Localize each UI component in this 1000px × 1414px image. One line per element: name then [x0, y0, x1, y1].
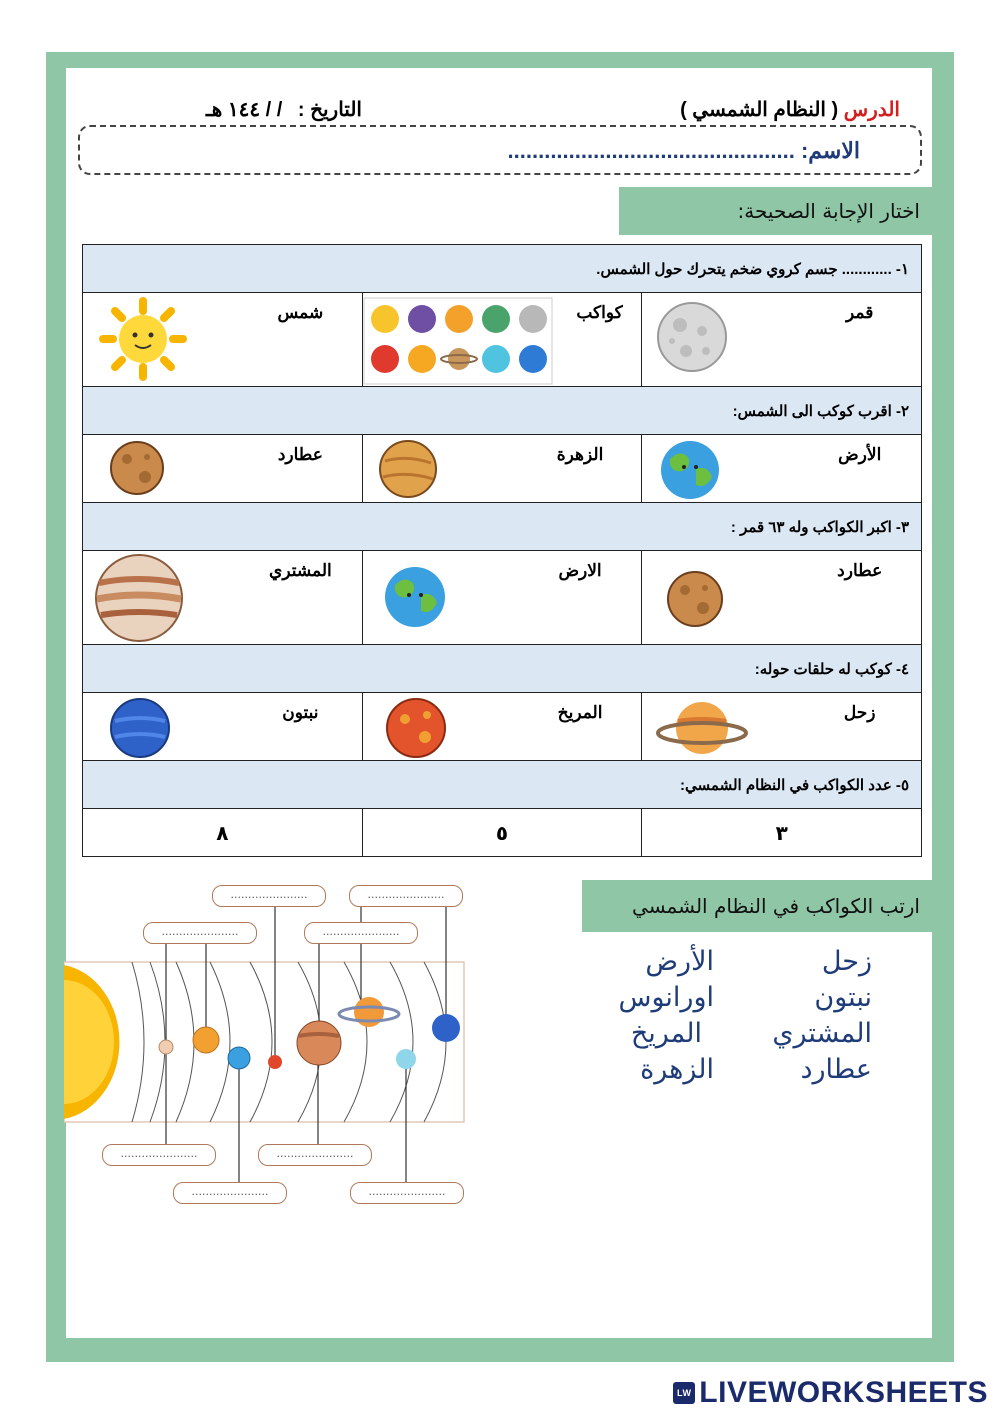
- date-label: التاريخ :: [297, 99, 362, 121]
- option-3-3[interactable]: [83, 551, 363, 645]
- question-3: ٣- اكبر الكواكب وله ٦٣ قمر :: [83, 503, 922, 551]
- planet-label-blank[interactable]: ......................: [258, 1144, 372, 1166]
- planet-label-blank[interactable]: ......................: [102, 1144, 216, 1166]
- option-4-1[interactable]: [642, 693, 922, 761]
- option-5-3[interactable]: ٨: [83, 809, 363, 857]
- option-2-2[interactable]: [362, 435, 642, 503]
- option-label: عطارد: [837, 561, 883, 580]
- planet-label-blank[interactable]: ......................: [143, 922, 257, 944]
- option-1-1[interactable]: [642, 293, 922, 387]
- option-label: نبتون: [282, 703, 319, 722]
- planets-grid-icon: [363, 297, 553, 385]
- saturn-icon: [656, 697, 748, 759]
- word-venus: الزهرة: [640, 1054, 714, 1085]
- sun-icon: [97, 295, 189, 383]
- mercury-icon: [666, 569, 724, 629]
- brand-name: LIVEWORKSHEETS: [699, 1376, 988, 1409]
- question-2: ٢- اقرب كوكب الى الشمس:: [83, 387, 922, 435]
- option-label: الأرض: [838, 445, 882, 464]
- option-5-2[interactable]: ٥: [362, 809, 642, 857]
- word-saturn: زحل: [821, 946, 872, 977]
- planet-label-blank[interactable]: ......................: [173, 1182, 287, 1204]
- name-blank[interactable]: ...............................................: [507, 138, 795, 163]
- brand-badge: LW: [673, 1382, 695, 1404]
- mars-icon: [385, 697, 447, 759]
- name-label: الاسم:: [800, 138, 860, 163]
- option-label: قمر: [846, 303, 874, 322]
- lesson-title-line: [680, 97, 900, 122]
- neptune-icon: [109, 697, 171, 759]
- word-mars: المريخ: [630, 1018, 702, 1049]
- earth-icon: [658, 439, 722, 501]
- venus-icon: [377, 439, 439, 499]
- liveworksheets-logo: [673, 1376, 988, 1410]
- option-label: الزهرة: [556, 445, 604, 464]
- option-4-2[interactable]: [362, 693, 642, 761]
- lesson-title: ( النظام الشمسي ): [680, 99, 839, 121]
- option-label: شمس: [277, 303, 324, 322]
- question-1: ١- ............ جسم كروي ضخم يتحرك حول الشمس.: [83, 245, 922, 293]
- date-value: / / ١٤٤ هـ: [205, 99, 283, 121]
- option-label: المريخ: [557, 703, 603, 722]
- option-2-3[interactable]: [83, 435, 363, 503]
- option-3-1[interactable]: [642, 551, 922, 645]
- earth-icon: [383, 565, 447, 629]
- mercury-icon: [109, 439, 165, 497]
- quiz-table: [82, 244, 922, 857]
- word-earth: الأرض: [645, 946, 714, 977]
- name-line[interactable]: [508, 138, 860, 164]
- option-1-2[interactable]: [362, 293, 642, 387]
- planet-label-blank[interactable]: ......................: [350, 1182, 464, 1204]
- date-line: [92, 97, 362, 122]
- option-label: الارض: [558, 561, 602, 580]
- question-5: ٥- عدد الكواكب في النظام الشمسي:: [83, 761, 922, 809]
- option-5-1[interactable]: ٣: [642, 809, 922, 857]
- option-label: زحل: [843, 703, 876, 722]
- option-3-2[interactable]: [362, 551, 642, 645]
- planet-label-blank[interactable]: ......................: [349, 885, 463, 907]
- option-4-3[interactable]: [83, 693, 363, 761]
- planet-label-blank[interactable]: ......................: [304, 922, 418, 944]
- jupiter-icon: [93, 553, 185, 643]
- word-neptune: نبتون: [814, 982, 872, 1013]
- option-label: عطارد: [277, 445, 323, 464]
- section2-title: ارتب الكواكب في النظام الشمسي: [582, 880, 932, 932]
- moon-icon: [656, 301, 728, 373]
- option-label: المشتري: [269, 561, 332, 580]
- planet-label-blank[interactable]: ......................: [212, 885, 326, 907]
- lesson-label: الدرس: [843, 99, 900, 121]
- word-jupiter: المشتري: [772, 1018, 872, 1049]
- option-1-3[interactable]: [83, 293, 363, 387]
- word-mercury: عطارد: [800, 1054, 872, 1085]
- option-2-1[interactable]: [642, 435, 922, 503]
- section1-title: اختار الإجابة الصحيحة:: [619, 187, 932, 235]
- word-uranus: اورانوس: [618, 982, 714, 1013]
- option-label: كواكب: [576, 303, 623, 322]
- question-4: ٤- كوكب له حلقات حوله:: [83, 645, 922, 693]
